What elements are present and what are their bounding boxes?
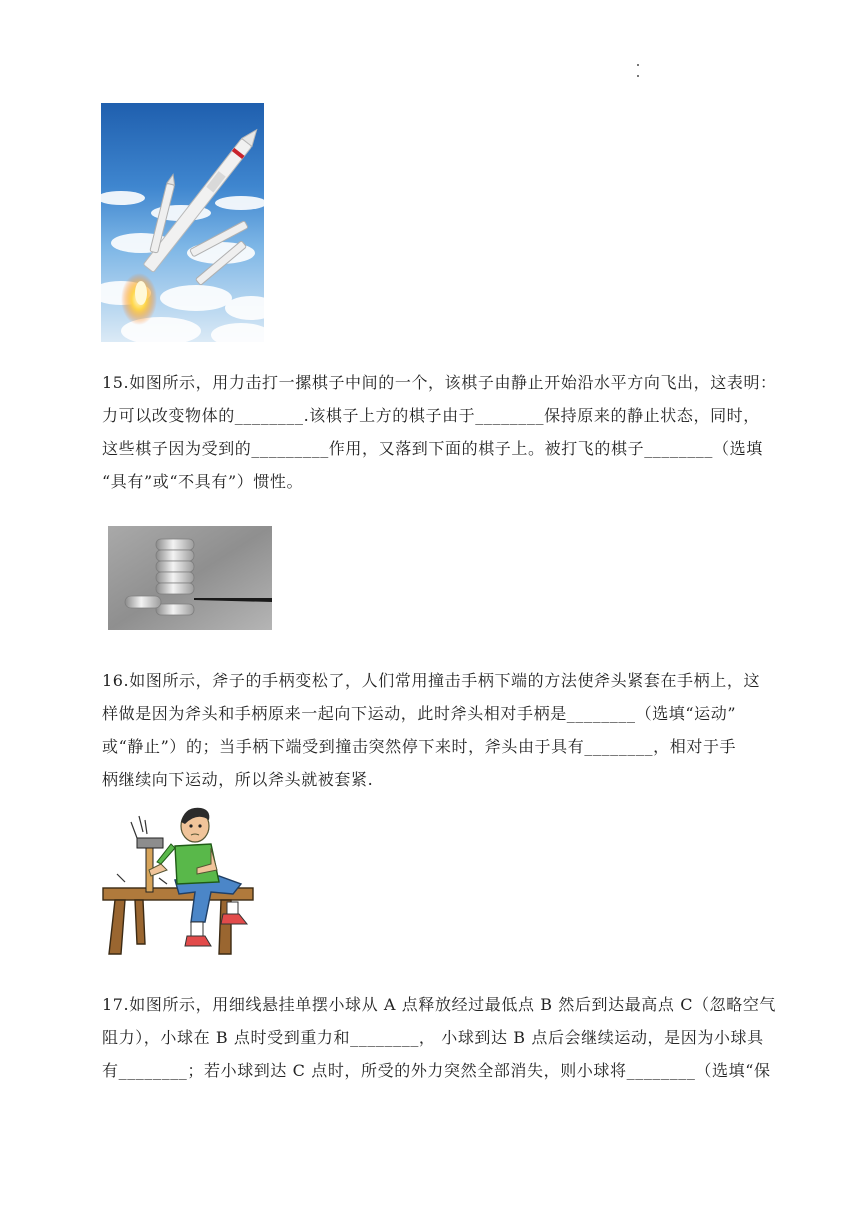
question-16-line-1: 16.如图所示，斧子的手柄变松了，人们常用撞击手柄下端的方法使斧头紧套在手柄上，这 — [102, 671, 761, 690]
question-17-line-1: 17.如图所示，用细线悬挂单摆小球从 A 点释放经过最低点 B 然后到达最高点 C（忽略空气 — [102, 995, 777, 1014]
question-16-line-4: 柄继续向下运动，所以斧头就被套紧. — [102, 770, 374, 789]
hammer-image — [101, 804, 261, 960]
question-15-line-2: 力可以改变物体的________.该棋子上方的棋子由于________保持原来的静止状态，同时， — [102, 406, 760, 425]
question-17-line-3: 有________；若小球到达 C 点时，所受的外力突然全部消失，则小球将________（选填“保 — [102, 1061, 771, 1080]
question-17 — [102, 988, 792, 1087]
question-16-line-2: 样做是因为斧头和手柄原来一起向下运动，此时斧头相对手柄是________（选填“运动” — [102, 704, 737, 723]
question-15 — [102, 366, 792, 498]
question-15-line-1: 15.如图所示，用力击打一摞棋子中间的一个，该棋子由静止开始沿水平方向飞出，这表明： — [102, 373, 777, 392]
question-16 — [102, 664, 792, 796]
question-16-line-3: 或“静止”）的；当手柄下端受到撞击突然停下来时，斧头由于具有________，相对于手 — [102, 737, 737, 756]
rocket-image — [101, 103, 264, 342]
page-mark — [636, 64, 640, 84]
checkers-image — [108, 526, 272, 630]
question-17-line-2: 阻力），小球在 B 点时受到重力和________， 小球到达 B 点后会继续运动，是因为小球具 — [102, 1028, 764, 1047]
question-15-line-3: 这些棋子因为受到的_________作用，又落到下面的棋子上。被打飞的棋子________（选填 — [102, 439, 763, 458]
question-15-line-4: “具有”或“不具有”）惯性。 — [102, 472, 304, 491]
